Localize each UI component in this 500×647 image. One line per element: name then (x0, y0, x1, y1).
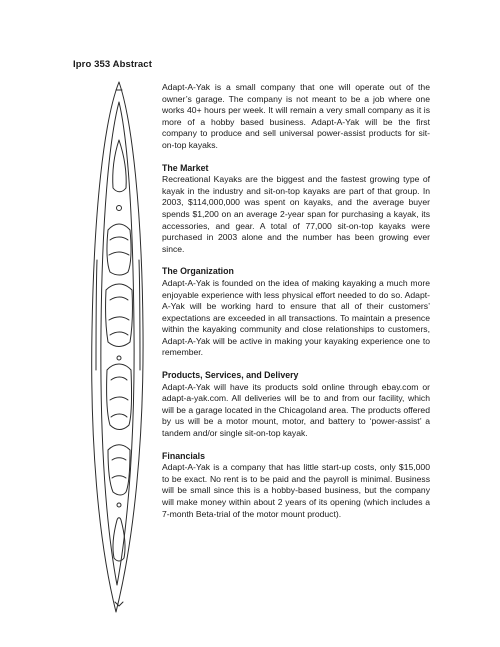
section-body: Adapt-A-Yak will have its products sold online through ebay.com or adapt-a-yak.com. All deliveries will be to and from our facility, which will be a garage located in the Chicagoland area. The products offered by us will be a motor mount, motor, and battery to ‘power-assist’ a tandem and/or single sit-on-top kayak. (162, 381, 430, 439)
abstract-body (162, 82, 430, 520)
intro-paragraph: Adapt-A-Yak is a small company that one will operate out of the owner’s garage. The company is not meant to be a job where one works 40+ hours per week. It will remain a very small company as it is more of a hobby based business. Adapt-A-Yak will be the first company to produce and sell universal power-assist products for sit-on-top kayaks. (162, 82, 430, 150)
section-organization (162, 266, 430, 359)
section-body: Recreational Kayaks are the biggest and the fastest growing type of kayak in the industry and sit-on-top kayaks are part of that group. In 2003, $114,000,000 was spent on kayaks, and the average buyer spends $1,200 on an average 2-year span for purchasing a kayak, its accessories, and gear. A total of 77,000 sit-on-top kayaks were purchased in 2003 alone and the number has been growing ever since. (162, 174, 430, 254)
kayak-sketch-icon (86, 80, 150, 615)
section-body: Adapt-A-Yak is founded on the idea of making kayaking a much more enjoyable experience with less physical effort needed to do so. Adapt-A-Yak will be working hard to ensure that all of their customers’ expectations are exceeded in all transactions. To maintain a presence within the kayaking community and close relationships to customers, Adapt-A-Yak will be active in making your kayaking experience one to remember. (162, 277, 430, 358)
section-financials (162, 451, 430, 521)
section-heading: The Organization (162, 266, 234, 277)
section-heading: Products, Services, and Delivery (162, 370, 299, 381)
page-title: Ipro 353 Abstract (73, 59, 152, 70)
section-heading: The Market (162, 162, 209, 173)
section-market (162, 163, 430, 256)
section-body: Adapt-A-Yak is a company that has little start-up costs, only $15,000 to be exact. No rent is to be paid and the payroll is minimal. Business will be small since this is a hobby-based business, but the company will make money within about 2 years of its opening (which includes a 7-month Beta-trial of the motor mount product). (162, 462, 430, 519)
section-products-services-delivery (162, 370, 430, 440)
section-heading: Financials (162, 450, 206, 461)
